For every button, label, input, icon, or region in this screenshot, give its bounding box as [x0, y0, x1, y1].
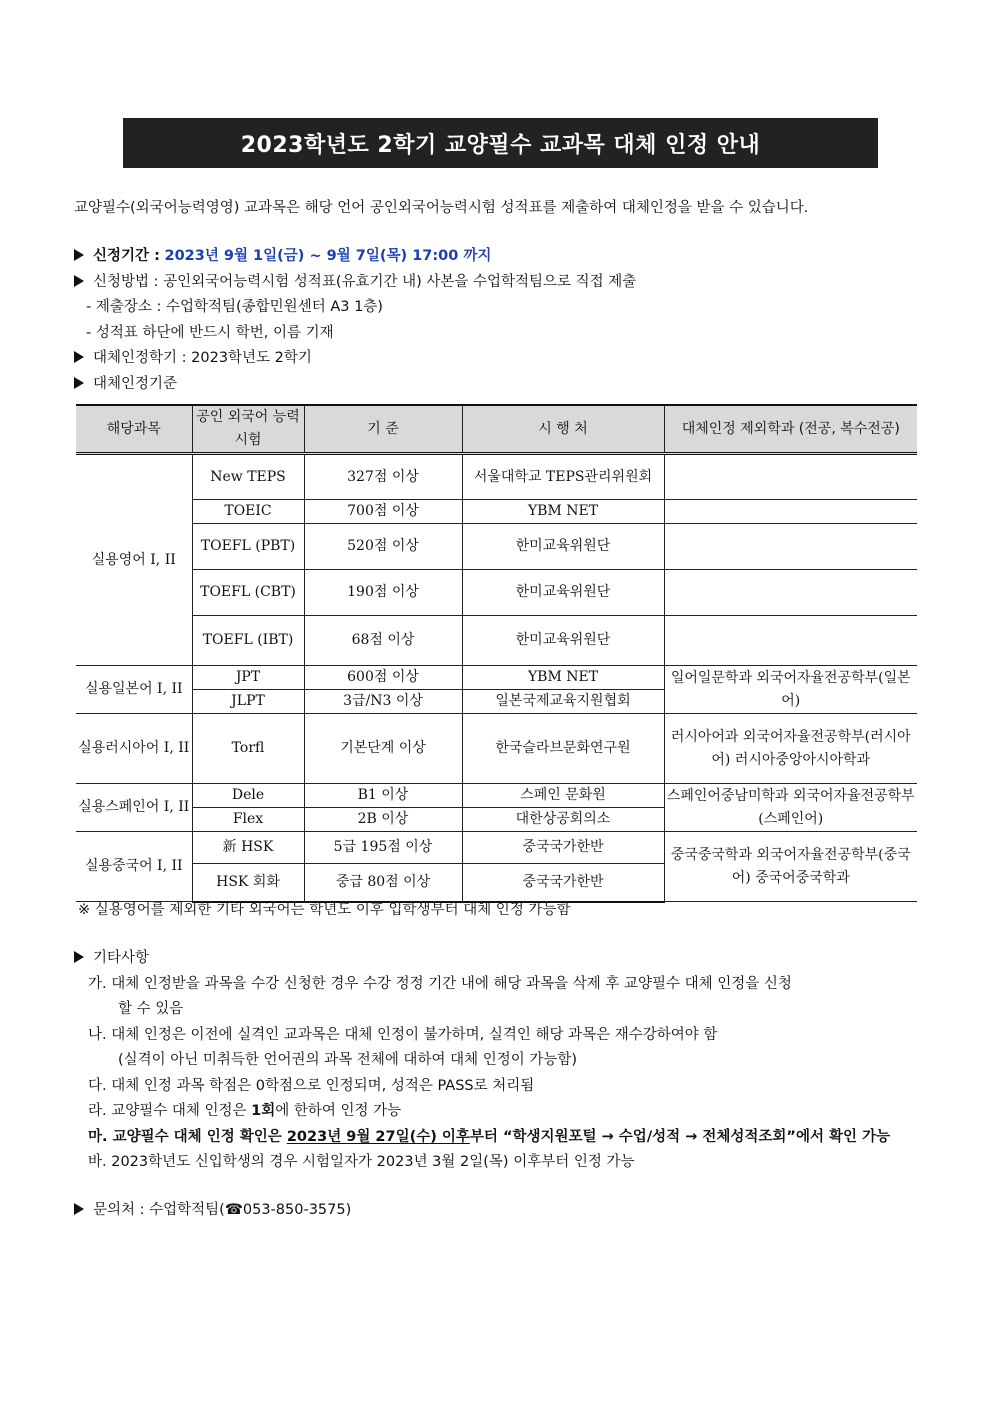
contact-pre: 문의처 : 수업학적팀( — [93, 1202, 225, 1218]
org-cell: 중국국가한반 — [462, 864, 664, 902]
table-note: ※ 실용영어를 제외한 기타 외국어는 학년도 이후 입학생부터 대체 인정 가능함 — [78, 902, 571, 918]
org-cell: 한미교육위원단 — [462, 616, 664, 666]
table-row — [76, 500, 917, 524]
etc-item-e-date: 2023년 9월 27일(수) 이후 — [286, 1128, 470, 1145]
org-cell: 한미교육위원단 — [462, 570, 664, 616]
contact-phone: 053-850-3575 — [242, 1202, 346, 1218]
standard-cell: 190점 이상 — [304, 570, 462, 616]
method-note: - 성적표 하단에 반드시 학번, 이름 기재 — [86, 324, 334, 341]
org-cell: YBM NET — [462, 666, 664, 690]
test-cell: Torfl — [192, 714, 304, 784]
etc-label: 기타사항 — [93, 950, 150, 966]
table-header-row — [76, 405, 917, 454]
bullet-triangle-icon — [74, 351, 84, 363]
header-cell: 기 준 — [304, 405, 462, 454]
table-row — [76, 524, 917, 570]
etc-item-b: 나. 대체 인정은 이전에 실격인 교과목은 대체 인정이 불가하며, 실격인 해당 과목은 재수강하여야 함 — [88, 1026, 718, 1043]
intro-text: 교양필수(외국어능력영영) 교과목은 해당 언어 공인외국어능력시험 성적표를 제출하여 대체인정을 받을 수 있습니다. — [74, 200, 809, 216]
org-cell: 대한상공회의소 — [462, 808, 664, 832]
etc-heading — [74, 946, 934, 972]
criteria-label: 대체인정기준 — [93, 375, 178, 392]
subject-cell: 실용중국어 I, II — [76, 832, 192, 902]
excluded-cell — [664, 616, 917, 666]
header-cell: 공인 외국어 능력 시험 — [192, 405, 304, 454]
excluded-cell: 스페인어중남미학과 외국어자율전공학부(스페인어) — [664, 784, 917, 832]
org-cell: YBM NET — [462, 500, 664, 524]
table-row — [76, 714, 917, 784]
method-place: - 제출장소 : 수업학적팀(종합민원센터 A3 1층) — [86, 299, 383, 315]
header-cell: 대체인정 제외학과 (전공, 복수전공) — [664, 405, 917, 454]
etc-item-c: 다. 대체 인정 과목 학점은 0학점으로 인정되며, 성적은 PASS로 처리됨 — [88, 1077, 535, 1094]
test-cell: HSK 회화 — [192, 864, 304, 902]
test-cell: 新 HSK — [192, 832, 304, 864]
test-cell: JLPT — [192, 690, 304, 714]
standard-cell: 700점 이상 — [304, 500, 462, 524]
etc-item-e-text: 마. 교양필수 대체 인정 확인은 — [88, 1128, 287, 1145]
org-cell: 한국슬라브문화연구원 — [462, 714, 664, 784]
standard-cell: B1 이상 — [304, 784, 462, 808]
phone-icon: ☎ — [224, 1202, 243, 1218]
criteria-line — [74, 372, 934, 398]
etc-item-d-bold: 1회 — [251, 1103, 276, 1119]
subject-cell: 실용러시아어 I, II — [76, 714, 192, 784]
etc-item-e — [74, 1125, 934, 1151]
bullet-triangle-icon — [74, 249, 84, 261]
org-cell: 일본국제교육지원협회 — [462, 690, 664, 714]
excluded-cell — [664, 524, 917, 570]
org-cell: 중국국가한반 — [462, 832, 664, 864]
excluded-cell: 중국중국학과 외국어자율전공학부(중국어) 중국어중국학과 — [664, 832, 917, 902]
test-cell: JPT — [192, 666, 304, 690]
table-row — [76, 784, 917, 808]
org-cell: 스페인 문화원 — [462, 784, 664, 808]
subject-cell: 실용스페인어 I, II — [76, 784, 192, 832]
period-label: 신정기간 : — [93, 248, 160, 264]
org-cell: 서울대학교 TEPS관리위원회 — [462, 454, 664, 500]
semester-line — [74, 346, 934, 372]
contact-line — [74, 1198, 351, 1219]
test-cell: TOEFL (CBT) — [192, 570, 304, 616]
test-cell: New TEPS — [192, 454, 304, 500]
etc-item-e-tail: 부터 “학생지원포털 → 수업/성적 → 전체성적조회”에서 확인 가능 — [469, 1128, 891, 1145]
etc-item-f: 바. 2023학년도 신입학생의 경우 시험일자가 2023년 3월 2일(목) 이후부터 인정 가능 — [88, 1154, 635, 1170]
bullet-triangle-icon — [74, 377, 84, 389]
test-cell: TOEIC — [192, 500, 304, 524]
semester-text: 대체인정학기 : 2023학년도 2학기 — [93, 350, 312, 366]
standard-cell: 5급 195점 이상 — [304, 832, 462, 864]
excluded-cell — [664, 454, 917, 500]
standard-cell: 68점 이상 — [304, 616, 462, 666]
excluded-cell — [664, 570, 917, 616]
criteria-table — [76, 404, 917, 903]
etc-item-d-tail: 에 한하여 인정 가능 — [275, 1103, 402, 1119]
info-section — [74, 244, 934, 397]
test-cell: Flex — [192, 808, 304, 832]
etc-item-b-cont: (실격이 아닌 미취득한 언어권의 과목 전체에 대하여 대체 인정이 가능함) — [118, 1052, 577, 1068]
test-cell: Dele — [192, 784, 304, 808]
excluded-cell: 일어일문학과 외국어자율전공학부(일본어) — [664, 666, 917, 714]
standard-cell: 중급 80점 이상 — [304, 864, 462, 902]
table-row — [76, 666, 917, 690]
table-row — [76, 454, 917, 500]
org-cell: 한미교육위원단 — [462, 524, 664, 570]
etc-item-a: 가. 대체 인정받을 과목을 수강 신청한 경우 수강 정정 기간 내에 해당 과목을 삭제 후 교양필수 대체 인정을 신청 — [88, 975, 792, 992]
period-line — [74, 244, 934, 270]
standard-cell: 520점 이상 — [304, 524, 462, 570]
table-row — [76, 832, 917, 864]
standard-cell: 2B 이상 — [304, 808, 462, 832]
standard-cell: 600점 이상 — [304, 666, 462, 690]
bullet-triangle-icon — [74, 275, 84, 287]
method-text: 신청방법 : 공인외국어능력시험 성적표(유효기간 내) 사본을 수업학적팀으로 직접 제출 — [93, 273, 637, 290]
table-row — [76, 616, 917, 666]
subject-cell: 실용영어 I, II — [76, 454, 192, 666]
subject-cell: 실용일본어 I, II — [76, 666, 192, 714]
etc-item-a-cont: 할 수 있음 — [118, 1001, 184, 1017]
bullet-triangle-icon — [74, 1203, 84, 1215]
etc-item-d-text: 라. 교양필수 대체 인정은 — [88, 1103, 252, 1119]
test-cell: TOEFL (IBT) — [192, 616, 304, 666]
table-row — [76, 570, 917, 616]
method-line — [74, 270, 934, 296]
header-cell: 시 행 처 — [462, 405, 664, 454]
bullet-triangle-icon — [74, 951, 84, 963]
standard-cell: 327점 이상 — [304, 454, 462, 500]
test-cell: TOEFL (PBT) — [192, 524, 304, 570]
header-cell: 해당과목 — [76, 405, 192, 454]
period-value: 2023년 9월 1일(금) ~ 9월 7일(목) 17:00 까지 — [164, 248, 492, 264]
standard-cell: 기본단계 이상 — [304, 714, 462, 784]
etc-item-d — [74, 1099, 934, 1125]
etc-section — [74, 946, 934, 1176]
excluded-cell — [664, 500, 917, 524]
page-title: 2023학년도 2학기 교양필수 교과목 대체 인정 안내 — [123, 118, 878, 168]
standard-cell: 3급/N3 이상 — [304, 690, 462, 714]
excluded-cell: 러시아어과 외국어자율전공학부(러시아어) 러시아중앙아시아학과 — [664, 714, 917, 784]
contact-post: ) — [345, 1202, 352, 1218]
